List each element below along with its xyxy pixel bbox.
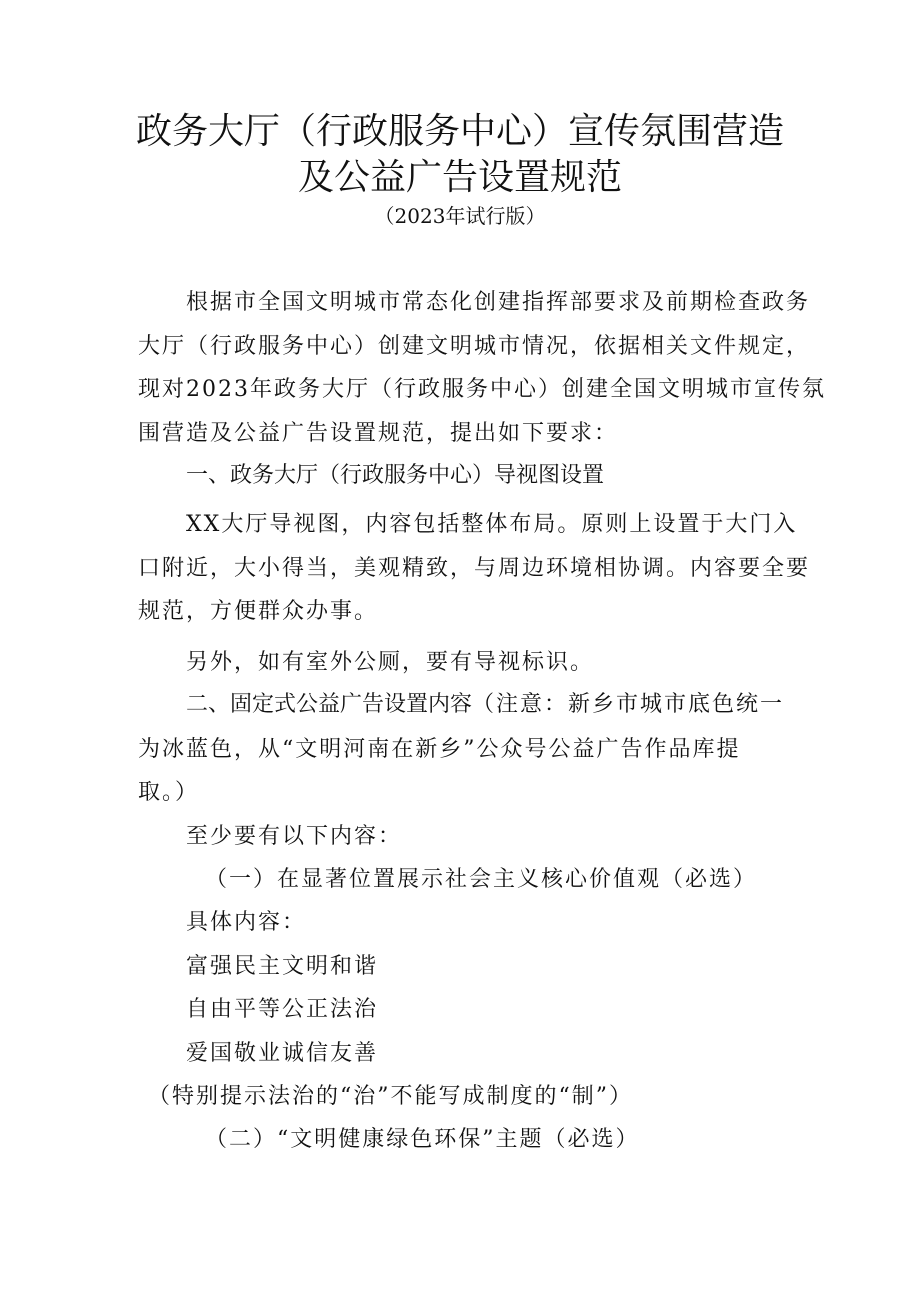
value-line-3: 爱国敬业诚信友善 xyxy=(186,1041,379,1066)
value-line-2: 自由平等公正法治 xyxy=(186,997,379,1022)
intro-line-3: 现对2023年政务大厅（行政服务中心）创建全国文明城市宣传氛 xyxy=(138,377,826,402)
section2-note-line-3: 取。） xyxy=(138,780,200,805)
document-title-line2: 及公益广告设置规范 xyxy=(297,157,622,198)
value-line-1: 富强民主文明和谐 xyxy=(186,954,379,979)
document-title-line1: 政务大厅（行政服务中心）宣传氛围营造 xyxy=(135,111,784,152)
item2-title: （二）“文明健康绿色环保”主题（必选） xyxy=(205,1127,640,1152)
section2-heading: 二、固定式公益广告设置内容 xyxy=(186,692,473,717)
section1-heading: 一、政务大厅（行政服务中心）导视图设置 xyxy=(186,463,605,488)
min-content-label: 至少要有以下内容： xyxy=(186,824,403,849)
document-subtitle: （2023年试行版） xyxy=(374,204,546,228)
item1-label: 具体内容： xyxy=(186,910,307,935)
intro-line-1: 根据市全国文明城市常态化创建指挥部要求及前期检查政务 xyxy=(186,290,811,315)
section1-extra: 另外，如有室外公厕，要有导视标识。 xyxy=(186,650,595,675)
intro-line-4: 围营造及公益广告设置规范，提出如下要求： xyxy=(138,421,619,446)
section1-body-line-1: XX大厅导视图，内容包括整体布局。原则上设置于大门入 xyxy=(186,512,798,537)
item1-title: （一）在显著位置展示社会主义核心价值观（必选） xyxy=(205,867,758,892)
section2-note-1: （注意：新乡市城市底色统一 xyxy=(472,692,785,717)
section1-body-line-3: 规范，方便群众办事。 xyxy=(138,599,379,624)
section2-note-line-2: 为冰蓝色，从“文明河南在新乡”公众号公益广告作品库提 xyxy=(138,737,741,762)
values-note: （特别提示法治的“治”不能写成制度的“制”） xyxy=(148,1084,633,1109)
intro-line-2: 大厅（行政服务中心）创建文明城市情况，依据相关文件规定， xyxy=(138,334,811,359)
section1-body-line-2: 口附近，大小得当，美观精致，与周边环境相协调。内容要全要 xyxy=(138,556,811,581)
section2-heading-line xyxy=(186,690,784,720)
